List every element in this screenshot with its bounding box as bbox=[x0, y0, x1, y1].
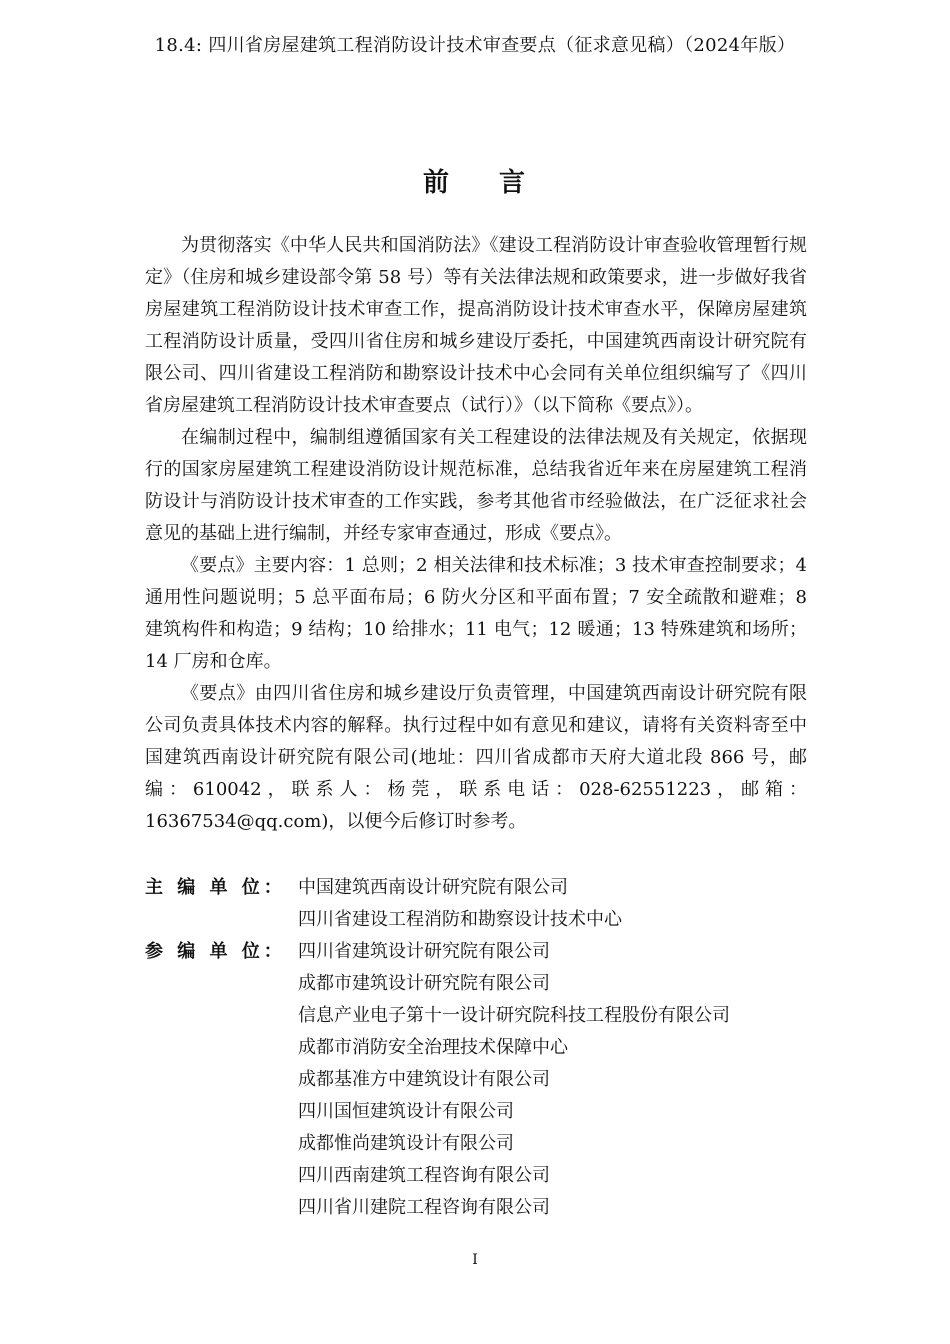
paragraph-1: 为贯彻落实《中华人民共和国消防法》《建设工程消防设计审查验收管理暂行规定》（住房和城乡建设部令第 58 号）等有关法律法规和政策要求，进一步做好我省房屋建筑工程消防设计技术审查工作，提高消防设计技术审查水平，保障房屋建筑工程消防设计质量，受四川省住房和城乡建设厅委托，中国建筑西南设计研究院有限公司、四川省建设工程消防和勘察设计技术中心会同有关单位组织编写了《四川省房屋建筑工程消防设计技术审查要点（试行）》（以下简称《要点》）。 bbox=[145, 235, 807, 416]
page-number: I bbox=[472, 1252, 478, 1268]
participating-units-list bbox=[298, 936, 730, 1224]
chief-units-label: 主 编 单 位： bbox=[145, 877, 286, 898]
list-item: 四川省建筑设计研究院有限公司 bbox=[298, 941, 550, 962]
running-header: 18.4: 四川省房屋建筑工程消防设计技术审查要点（征求意见稿）（2024年版） bbox=[154, 35, 796, 56]
list-item: 四川西南建筑工程咨询有限公司 bbox=[298, 1165, 550, 1186]
page-title-part-1: 前 bbox=[422, 168, 451, 198]
list-item: 成都基准方中建筑设计有限公司 bbox=[298, 1069, 550, 1090]
chief-units-list bbox=[298, 872, 622, 936]
list-item: 成都市消防安全治理技术保障中心 bbox=[298, 1037, 568, 1058]
paragraph-4: 《要点》由四川省住房和城乡建设厅负责管理，中国建筑西南设计研究院有限公司负责具体技术内容的解释。执行过程中如有意见和建议，请将有关资料寄至中国建筑西南设计研究院有限公司(地址：四川省成都市天府大道北段 866 号，邮编：610042，联系人：杨莞，联系电话：028-62551223，邮箱：16367534@qq.com)，以便今后修订时参考。 bbox=[145, 683, 807, 832]
chief-units-group bbox=[145, 872, 807, 936]
page-title bbox=[0, 166, 950, 200]
paragraph-2: 在编制过程中，编制组遵循国家有关工程建设的法律法规及有关规定，依据现行的国家房屋建筑工程建设消防设计规范标准，总结我省近年来在房屋建筑工程消防设计与消防设计技术审查的工作实践，参考其他省市经验做法，在广泛征求社会意见的基础上进行编制，并经专家审查通过，形成《要点》。 bbox=[145, 427, 807, 544]
editorial-units bbox=[145, 872, 807, 1224]
list-item: 成都惟尚建筑设计有限公司 bbox=[298, 1133, 514, 1154]
participating-units-label: 参 编 单 位： bbox=[145, 941, 286, 962]
list-item: 四川省建设工程消防和勘察设计技术中心 bbox=[298, 909, 622, 930]
list-item: 信息产业电子第十一设计研究院科技工程股份有限公司 bbox=[298, 1005, 730, 1026]
list-item: 中国建筑西南设计研究院有限公司 bbox=[298, 877, 568, 898]
participating-units-group bbox=[145, 936, 807, 1224]
list-item: 四川国恒建筑设计有限公司 bbox=[298, 1101, 514, 1122]
preface-body bbox=[145, 230, 807, 838]
paragraph-3: 《要点》主要内容：1 总则；2 相关法律和技术标准；3 技术审查控制要求；4 通用性问题说明；5 总平面布局；6 防火分区和平面布置；7 安全疏散和避难；8 建筑构件和构造；9 结构；10 给排水；11 电气；12 暖通；13 特殊建筑和场所；14 厂房和仓库。 bbox=[145, 555, 807, 672]
list-item: 成都市建筑设计研究院有限公司 bbox=[298, 973, 550, 994]
page-title-part-2: 言 bbox=[499, 168, 528, 198]
list-item: 四川省川建院工程咨询有限公司 bbox=[298, 1197, 550, 1218]
